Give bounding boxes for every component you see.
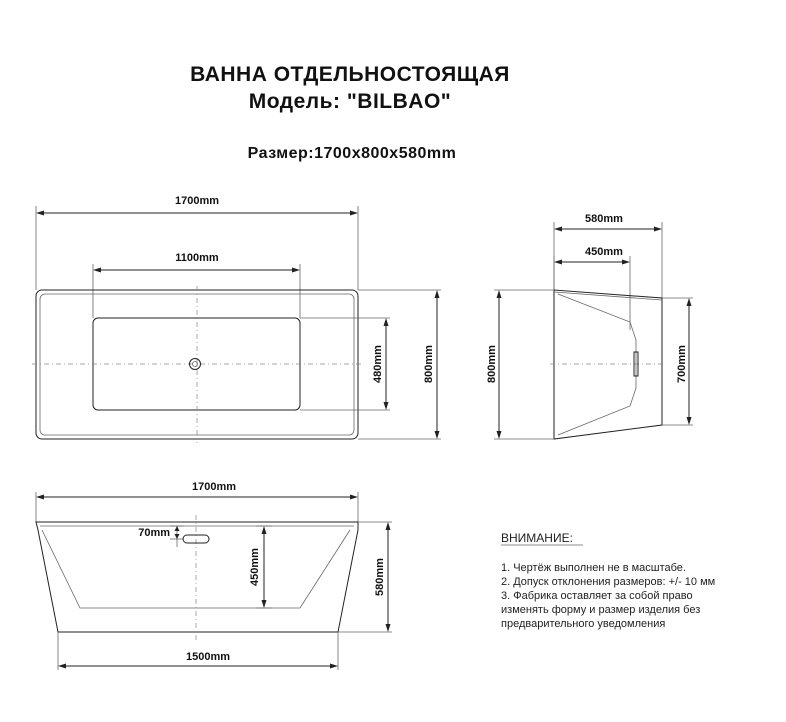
tub-outline-front (36, 522, 358, 632)
top-view (32, 195, 441, 443)
dim-top-overall-width (358, 290, 441, 439)
dim-label-top-length: 1700mm (174, 195, 220, 207)
dim-label-front-580: 580mm (374, 558, 386, 596)
dim-label-side-700: 700mm (676, 345, 688, 383)
note-line: 2. Допуск отклонения размеров: +/- 10 мм (501, 576, 716, 588)
note-line: 1. Чертёж выполнен не в масштабе. (501, 562, 686, 574)
dim-label-top-inner-width: 480mm (372, 345, 384, 383)
note-line: 3. Фабрика оставляет за собой право (501, 590, 693, 602)
dim-side-inner-width (662, 298, 693, 425)
dim-label-side-580: 580mm (585, 213, 623, 225)
note-line: предварительного уведомления (501, 618, 666, 630)
drawing-title: ВАННА ОТДЕЛЬНОСТОЯЩАЯ (190, 63, 510, 86)
dim-label-front-450: 450mm (249, 548, 261, 586)
model-name: Модель: "BILBAO" (248, 90, 452, 113)
notes-block (501, 531, 715, 630)
dim-top-overall-length (36, 195, 358, 290)
dim-label-front-1700: 1700mm (191, 481, 237, 493)
notes-heading: ВНИМАНИЕ: (501, 531, 573, 545)
front-view (36, 481, 392, 670)
dim-label-side-800: 800mm (486, 345, 498, 383)
dim-front-top-length (36, 481, 358, 522)
dim-label-side-450: 450mm (585, 246, 623, 258)
dim-label-top-overall-width: 800mm (423, 345, 435, 383)
note-line: изменять форму и размер изделия без (501, 604, 701, 616)
dim-side-overall-width (486, 290, 554, 439)
dim-label-top-inner-length: 1100mm (175, 252, 219, 264)
tub-rim-top (40, 294, 354, 435)
dim-front-drain-offset (138, 526, 184, 547)
dim-front-bottom-length (58, 632, 338, 670)
dim-front-inner-depth (249, 526, 272, 608)
side-view (486, 213, 693, 439)
tub-profile-side (554, 290, 662, 439)
dim-front-overall-height (338, 522, 392, 632)
dim-label-front-70: 70mm (138, 527, 170, 539)
size-label: Размер:1700x800x580mm (247, 145, 457, 162)
dim-label-front-1500: 1500mm (185, 651, 231, 663)
dim-top-inner-length (93, 252, 300, 318)
